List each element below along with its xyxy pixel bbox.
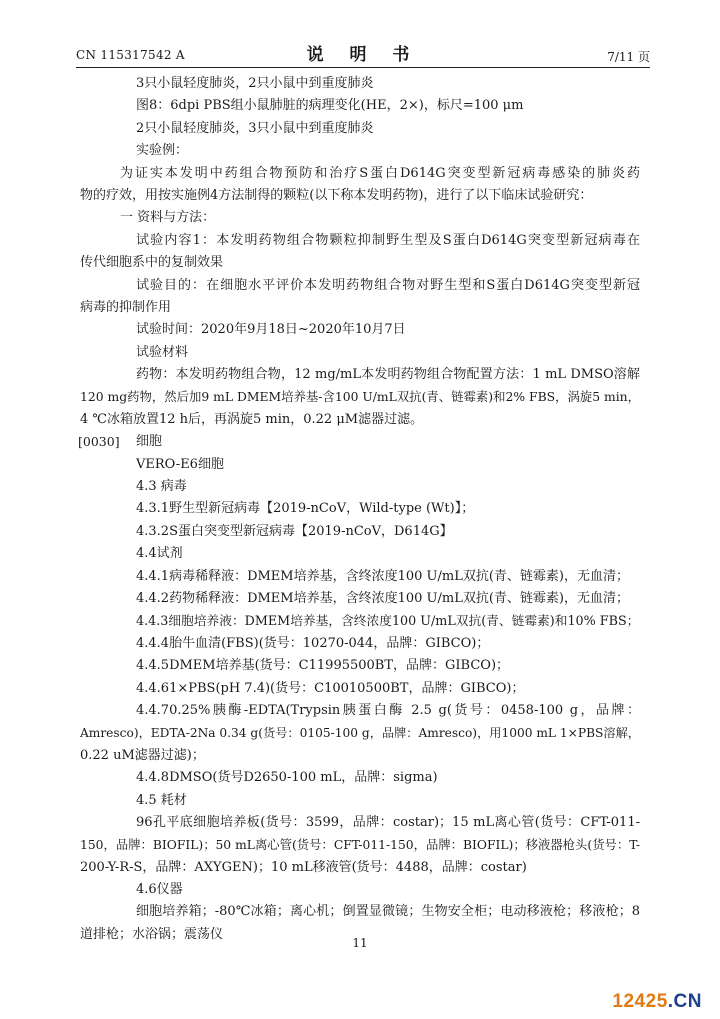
page-info: 7/11 页 xyxy=(607,50,650,64)
page-number: 11 xyxy=(352,936,368,950)
text-line xyxy=(80,521,640,543)
text-line xyxy=(80,140,640,162)
text-line xyxy=(80,498,640,520)
text-line xyxy=(80,901,640,923)
line-text: 试验时间：2020年9月18日~2020年10月7日 xyxy=(136,322,406,338)
line-text: 试验目的：在细胞水平评价本发明药物组合物对野生型和S蛋白D614G突变型新冠 xyxy=(136,277,640,293)
line-text: 实验例： xyxy=(136,143,189,159)
line-text: 4.4.1病毒稀释液：DMEM培养基，含终浓度100 U/mL双抗(青、链霉素)，无血清； xyxy=(136,568,629,584)
text-line xyxy=(80,610,640,632)
text-line xyxy=(80,230,640,252)
text-line xyxy=(80,454,640,476)
line-text: 药物：本发明药物组合物，12 mg/mL本发明药物组合物配置方法：1 mL DMSO溶解 xyxy=(136,367,640,383)
text-line xyxy=(80,431,640,453)
paragraph-marker: [0030] xyxy=(78,434,120,450)
line-text: 4 ℃冰箱放置12 h后，再涡旋5 min，0.22 μM滤器过滤。 xyxy=(80,411,424,427)
text-line xyxy=(80,252,640,274)
text-line xyxy=(80,118,640,140)
line-text: 4.4.70.25%胰酶-EDTA(Trypsin胰蛋白酶 2.5 g(货号：0458-100 g，品牌： xyxy=(136,702,640,718)
text-line xyxy=(80,767,640,789)
document-body xyxy=(80,73,640,946)
text-line xyxy=(80,879,640,901)
line-text: 4.4.61×PBS(pH 7.4)(货号：C10010500BT，品牌：GIBCO)； xyxy=(136,680,525,696)
line-text: Amresco)，EDTA-2Na 0.34 g(货号：0105-100 g，品牌：Amresco)，用1000 mL 1×PBS溶解， xyxy=(80,726,640,741)
text-line xyxy=(80,297,640,319)
line-text: 试验材料 xyxy=(136,344,189,360)
line-text: 3只小鼠轻度肺炎，2只小鼠中到重度肺炎 xyxy=(136,76,374,91)
line-text: 0.22 uM滤器过滤)； xyxy=(80,747,205,763)
site-watermark xyxy=(612,991,702,1013)
line-text: 4.4.5DMEM培养基(货号：C11995500BT，品牌：GIBCO)； xyxy=(136,658,510,674)
text-line xyxy=(80,678,640,700)
patent-number: CN 115317542 A xyxy=(76,48,185,62)
line-text: 120 mg药物，然后加9 mL DMEM培养基-含100 U/mL双抗(青、链霉素)和2% FBS，涡旋5 min， xyxy=(80,390,640,405)
line-text: 200-Y-R-S，品牌：AXYGEN)；10 mL移液管(货号：4488，品牌：costar) xyxy=(80,859,527,875)
line-text: 物的疗效，用按实施例4方法制得的颗粒(以下称本发明药物)，进行了以下临床试验研究： xyxy=(80,187,593,203)
line-text: 细胞 xyxy=(136,434,163,450)
line-text: 96孔平底细胞培养板(货号：3599，品牌：costar)；15 mL离心管(货号：CFT-011- xyxy=(136,814,640,830)
text-line xyxy=(80,633,640,655)
text-line xyxy=(80,364,640,386)
text-line xyxy=(80,409,640,431)
page-header xyxy=(76,40,650,64)
text-line xyxy=(80,342,640,364)
line-text: 病毒的抑制作用 xyxy=(80,299,172,315)
line-text: 2只小鼠轻度肺炎，3只小鼠中到重度肺炎 xyxy=(136,120,374,136)
line-text: 4.4.2药物稀释液：DMEM培养基，含终浓度100 U/mL双抗(青、链霉素)，无血清； xyxy=(136,590,629,606)
line-text: 4.3.1野生型新冠病毒【2019-nCoV，Wild-type (Wt)】； xyxy=(136,501,475,517)
line-text: 150，品牌：BIOFIL)；50 mL离心管(货号：CFT-011-150，品牌：BIOFIL)；移液器枪头(货号：T- xyxy=(80,838,640,853)
text-line xyxy=(80,588,640,610)
text-line xyxy=(80,185,640,207)
text-line xyxy=(80,745,640,767)
line-text: 4.5 耗材 xyxy=(136,792,187,808)
text-line xyxy=(80,722,640,744)
line-text: 一 资料与方法： xyxy=(120,210,216,226)
line-text: 4.4.4胎牛血清(FBS)(货号：10270-044，品牌：GIBCO)； xyxy=(136,635,490,651)
line-text: 4.4试剂 xyxy=(136,546,183,562)
line-text: 试验内容1：本发明药物组合物颗粒抑制野生型及S蛋白D614G突变型新冠病毒在 xyxy=(136,232,640,248)
text-line xyxy=(80,73,640,95)
line-text: 4.6仪器 xyxy=(136,882,183,898)
text-line xyxy=(80,476,640,498)
text-line xyxy=(80,812,640,834)
text-line xyxy=(80,386,640,408)
text-line xyxy=(80,834,640,856)
text-line xyxy=(80,700,640,722)
text-line xyxy=(80,566,640,588)
text-line xyxy=(80,543,640,565)
text-line xyxy=(80,207,640,229)
line-text: VERO-E6细胞 xyxy=(136,456,224,472)
watermark-domain: .CN xyxy=(667,991,702,1012)
line-text: 4.3 病毒 xyxy=(136,479,187,495)
text-line xyxy=(80,275,640,297)
watermark-number: 12425 xyxy=(612,991,668,1012)
line-text: 图8：6dpi PBS组小鼠肺脏的病理变化(HE，2×)，标尺=100 μm xyxy=(136,98,524,114)
document-title: 说 明 书 xyxy=(306,45,420,65)
header-rule xyxy=(76,67,650,68)
text-line xyxy=(80,163,640,185)
line-text: 细胞培养箱；-80℃冰箱；离心机；倒置显微镜；生物安全柜；电动移液枪；移液枪；8 xyxy=(136,904,640,920)
line-text: 4.3.2S蛋白突变型新冠病毒【2019-nCoV，D614G】 xyxy=(136,523,453,539)
line-text: 道排枪；水浴锅；震荡仪 xyxy=(80,926,224,942)
text-line xyxy=(80,319,640,341)
text-line xyxy=(80,790,640,812)
line-text: 为证实本发明中药组合物预防和治疗S蛋白D614G突变型新冠病毒感染的肺炎药 xyxy=(120,165,640,181)
text-line xyxy=(80,655,640,677)
text-line xyxy=(80,95,640,117)
line-text: 传代细胞系中的复制效果 xyxy=(80,255,224,271)
line-text: 4.4.8DMSO(货号D2650-100 mL，品牌：sigma) xyxy=(136,770,438,786)
line-text: 4.4.3细胞培养液：DMEM培养基，含终浓度100 U/mL双抗(青、链霉素)和10% FBS； xyxy=(136,613,640,629)
text-line xyxy=(80,857,640,879)
